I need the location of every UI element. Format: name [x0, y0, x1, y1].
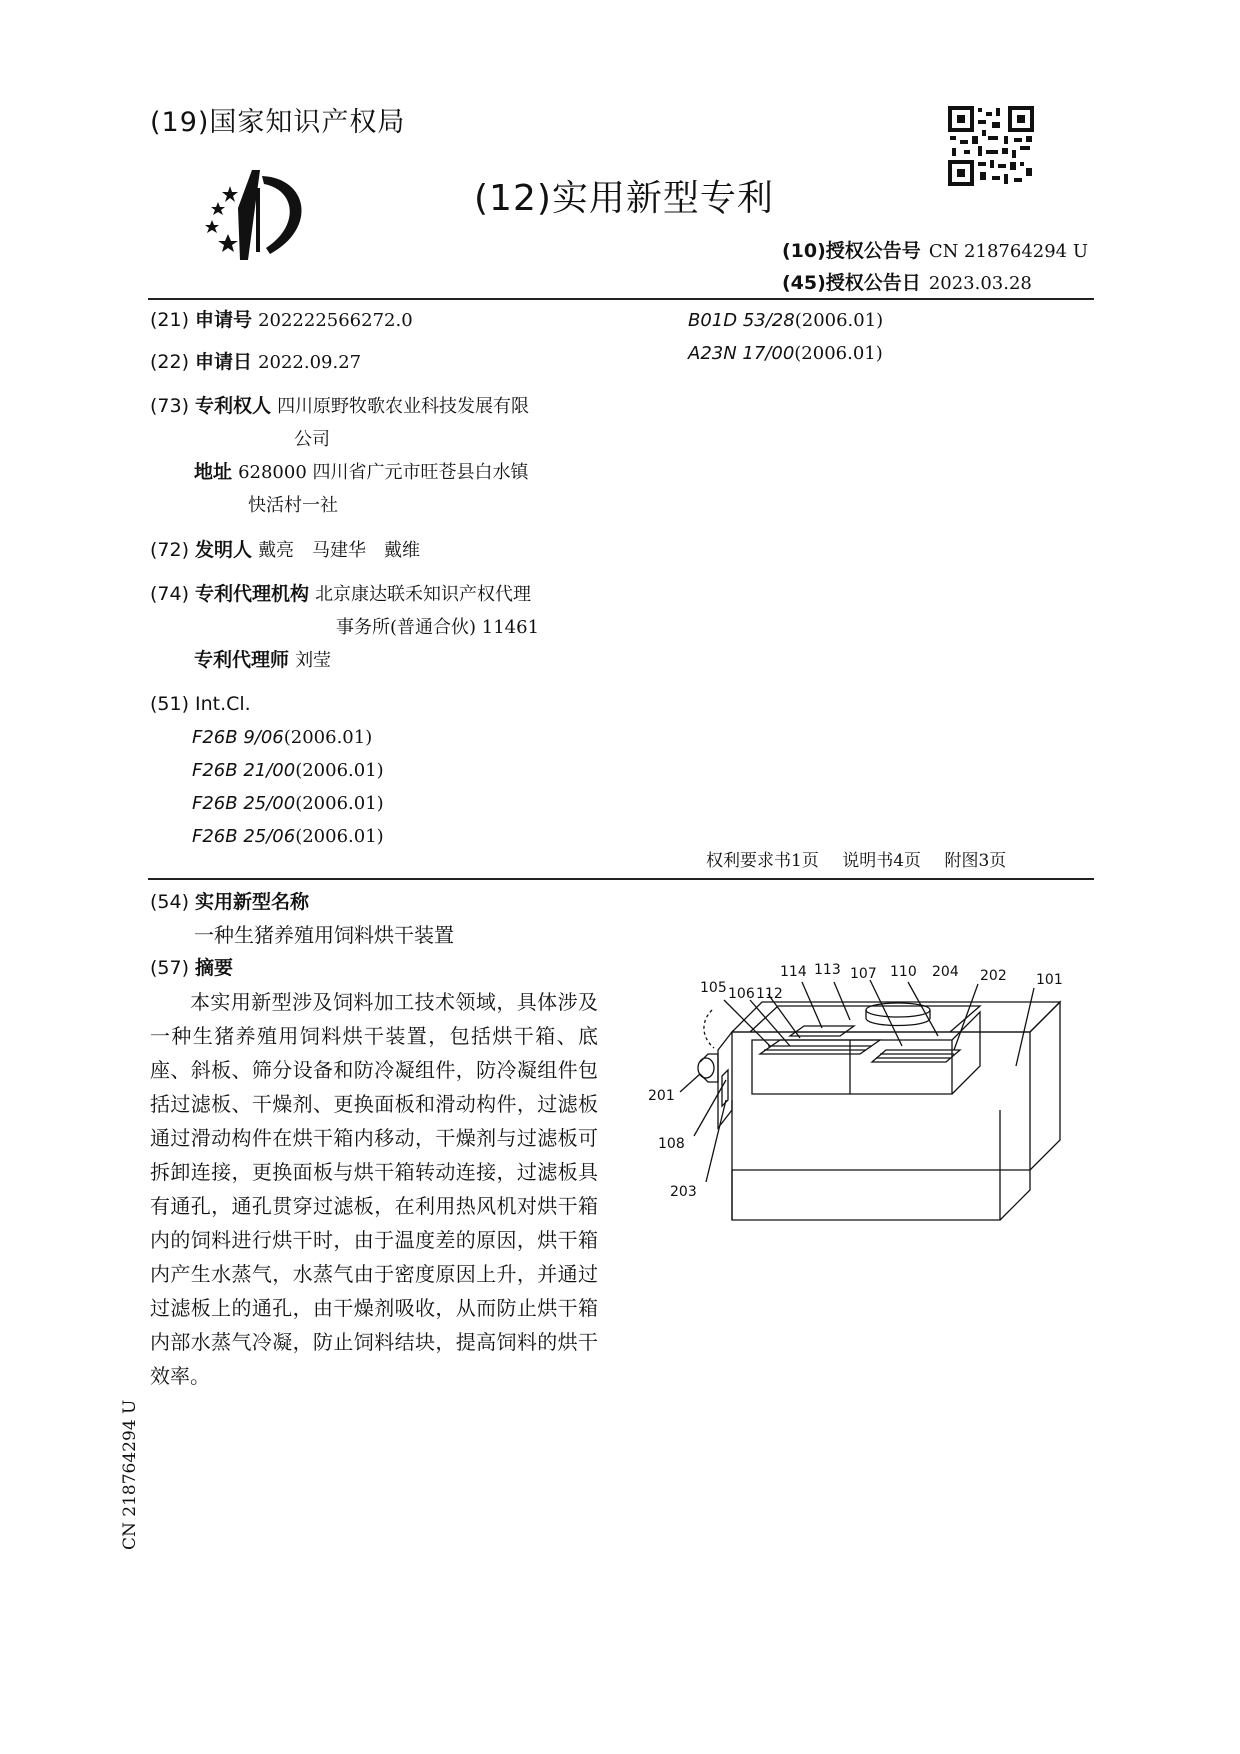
device-drawing	[640, 950, 1100, 1250]
field-label: 摘要	[195, 957, 234, 979]
utility-model-title: 一种生猪养殖用饲料烘干装置	[194, 923, 454, 947]
field-code: (21)	[150, 309, 190, 331]
field-label: 专利代理机构	[195, 583, 310, 605]
field-label: 专利代理师	[194, 649, 290, 671]
field-label: 申请日	[195, 351, 253, 373]
ipc-code: F26B 25/00	[192, 793, 296, 814]
field-label: 地址	[194, 461, 233, 483]
publication-number-value: CN 218764294 U	[928, 241, 1089, 262]
ipc-class	[688, 337, 883, 370]
figure-label: 108	[658, 1136, 685, 1152]
field-value: 刘莹	[295, 650, 332, 671]
inventors	[150, 534, 420, 567]
figure-label: 110	[890, 964, 917, 980]
ipc-version: (2006.01)	[794, 310, 884, 331]
address	[194, 456, 529, 489]
field-label: 申请号	[195, 309, 253, 331]
field-code: (74)	[150, 583, 190, 605]
field-label: 发明人	[195, 539, 253, 561]
ipc-version: (2006.01)	[295, 793, 384, 814]
ipc-class	[192, 721, 372, 754]
patentee-line2: 公司	[294, 429, 330, 450]
application-number	[150, 304, 413, 337]
utility-model-title-heading	[150, 886, 309, 919]
figure-label: 201	[648, 1088, 675, 1104]
int-cl-heading	[150, 688, 251, 721]
abstract-text: 本实用新型涉及饲料加工技术领域，具体涉及一种生猪养殖用饲料烘干装置，包括烘干箱、底座、斜板、筛分设备和防冷凝组件，防冷凝组件包括过滤板、干燥剂、更换面板和滑动构件，过滤板通过滑动构件在烘干箱内移动，干燥剂与过滤板可拆卸连接，更换面板与烘干箱转动连接，过滤板具有通孔，通孔贯穿过滤板，在利用热风机对烘干箱内的饲料进行烘干时，由于温度差的原因，烘干箱内产生水蒸气，水蒸气由于密度原因上升，并通过过滤板上的通孔，由干燥剂吸收，从而防止烘干箱内部水蒸气冷凝，防止饲料结块，提高饲料的烘干效率。	[150, 990, 598, 1388]
field-value: 北京康达联禾知识产权代理	[315, 584, 532, 605]
field-value: 628000 四川省广元市旺苍县白水镇	[238, 462, 529, 483]
field-code: (72)	[150, 539, 190, 561]
publication-number-label: (10)授权公告号	[782, 240, 921, 262]
ipc-code: F26B 9/06	[192, 727, 284, 748]
ipc-version: (2006.01)	[794, 343, 883, 364]
ipc-class	[688, 304, 883, 337]
figure-label: 106	[728, 986, 755, 1002]
ipc-class	[192, 754, 384, 787]
field-code: (54)	[150, 891, 190, 913]
patent-agency	[150, 578, 531, 611]
publication-number	[782, 236, 1088, 263]
side-publication-number: CN 218764294 U	[120, 1399, 140, 1550]
ipc-version: (2006.01)	[295, 760, 384, 781]
figure-label: 202	[980, 968, 1007, 984]
ipc-class	[192, 820, 384, 853]
ipc-class	[192, 787, 384, 820]
patent-agent	[194, 644, 331, 677]
field-label: Int.Cl.	[195, 693, 251, 715]
ipc-version: (2006.01)	[283, 727, 373, 748]
field-value: 戴亮 马建华 戴维	[258, 540, 421, 561]
field-code: (57)	[150, 957, 190, 979]
figure-label: 114	[780, 964, 807, 980]
figure-label: 112	[756, 986, 783, 1002]
application-date	[150, 346, 361, 379]
page-counts: 权利要求书1页 说明书4页 附图3页	[706, 851, 1007, 871]
biblio-rule	[148, 878, 1094, 880]
address-line2: 快活村一社	[248, 495, 338, 516]
publication-date-value: 2023.03.28	[928, 273, 1032, 294]
field-label: 实用新型名称	[195, 891, 310, 913]
figure-label: 101	[1036, 972, 1063, 988]
field-value: 202222566272.0	[258, 310, 413, 331]
field-code: (73)	[150, 395, 190, 417]
ipc-code: B01D 53/28	[688, 310, 795, 331]
figure-label: 105	[700, 980, 727, 996]
ipc-code: F26B 25/06	[192, 826, 296, 847]
patentee	[150, 390, 529, 423]
office-name: (19)国家知识产权局	[150, 107, 406, 138]
figure-label: 204	[932, 964, 959, 980]
field-value: 四川原野牧歌农业科技发展有限	[277, 396, 530, 417]
ipc-code: F26B 21/00	[192, 760, 296, 781]
header-rule	[148, 298, 1094, 300]
abstract-heading	[150, 952, 233, 985]
figure-label: 113	[814, 962, 841, 978]
field-code: (22)	[150, 351, 190, 373]
field-code: (51)	[150, 693, 190, 715]
cnipa-logo	[200, 168, 330, 264]
field-value: 2022.09.27	[258, 352, 362, 373]
publication-date	[782, 268, 1032, 295]
figure-label: 107	[850, 966, 877, 982]
figure-label: 203	[670, 1184, 697, 1200]
patent-agency-line2: 事务所(普通合伙) 11461	[336, 617, 540, 638]
ipc-code: A23N 17/00	[688, 343, 795, 364]
qr-code-icon	[948, 106, 1034, 186]
publication-date-label: (45)授权公告日	[782, 272, 921, 294]
ipc-version: (2006.01)	[295, 826, 384, 847]
field-label: 专利权人	[195, 395, 272, 417]
document-type: (12)实用新型专利	[474, 178, 774, 219]
